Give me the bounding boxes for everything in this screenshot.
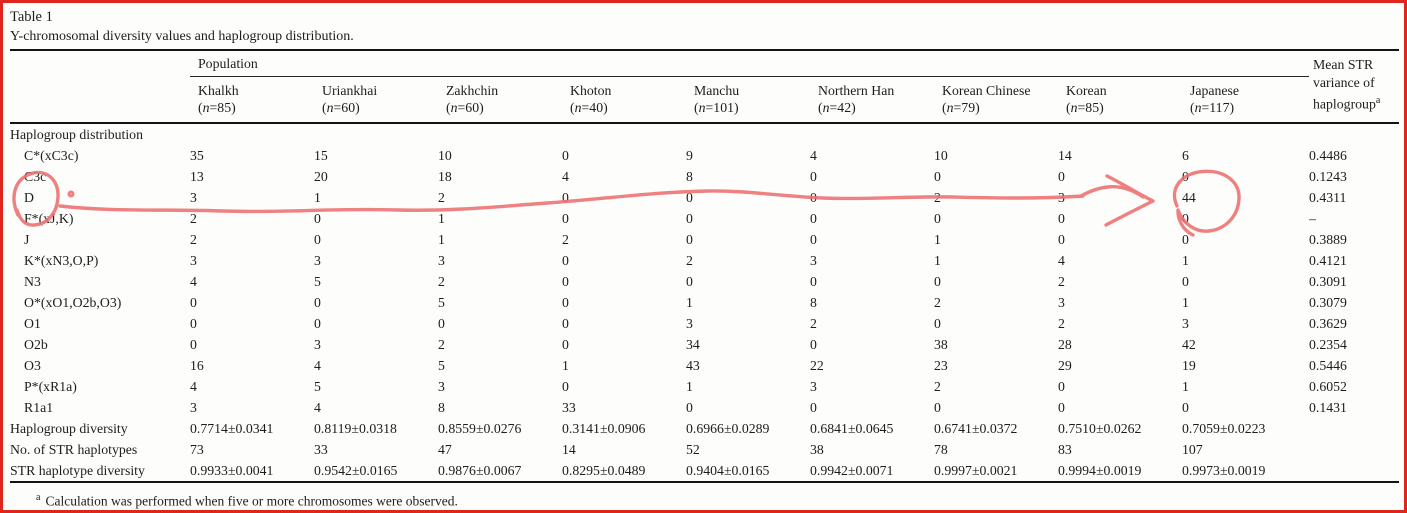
cell-haplogroup-diversity-khalkh: 0.7714±0.0341 (190, 421, 274, 436)
cell-f-xj-k-khoton: 0 (562, 211, 569, 226)
cell-c3c-korean: 0 (1058, 169, 1065, 184)
population-header-korean-chinese (934, 77, 1058, 124)
cell-d-manchu: 0 (686, 190, 693, 205)
population-header-khoton (562, 77, 686, 124)
cell-o1-manchu: 3 (686, 316, 693, 331)
cell-o3-khalkh: 16 (190, 358, 204, 373)
cell-j-khalkh: 2 (190, 232, 197, 247)
table-row-o3 (10, 355, 1399, 376)
population-name: Khalkh (198, 83, 239, 98)
row-label: O3 (24, 358, 41, 373)
cell-f-xj-k-korean-chinese: 0 (934, 211, 941, 226)
row-label: O*(xO1,O2b,O3) (24, 295, 122, 310)
cell-str-haplotype-diversity-korean: 0.9994±0.0019 (1058, 463, 1142, 478)
cell-n3-khalkh: 4 (190, 274, 197, 289)
cell-r1a1-uriankhai: 4 (314, 400, 321, 415)
cell-d-northern-han: 0 (810, 190, 817, 205)
table-row-c-xc3c (10, 145, 1399, 166)
population-name: Zakhchin (446, 83, 499, 98)
cell-c-xc3c-korean-chinese: 10 (934, 148, 948, 163)
table-row-c3c (10, 166, 1399, 187)
cell-d-uriankhai: 1 (314, 190, 321, 205)
population-group-header: Population (190, 50, 1309, 77)
cell-c3c-khoton: 4 (562, 169, 569, 184)
cell-p-xr1a-uriankhai: 5 (314, 379, 321, 394)
cell-d-zakhchin: 2 (438, 190, 445, 205)
cell-no-of-str-haplotypes-zakhchin: 47 (438, 442, 452, 457)
population-sample-size: (n=85) (1066, 100, 1104, 115)
cell-o-xo1-o2b-o3-korean: 3 (1058, 295, 1065, 310)
cell-o2b-khalkh: 0 (190, 337, 197, 352)
cell-j-zakhchin: 1 (438, 232, 445, 247)
cell-k-xn3-o-p-manchu: 2 (686, 253, 693, 268)
cell-haplogroup-diversity-japanese: 0.7059±0.0223 (1182, 421, 1266, 436)
cell-c-xc3c-uriankhai: 15 (314, 148, 328, 163)
cell-no-of-str-haplotypes-mean-str-variance (1309, 439, 1399, 460)
row-label: P*(xR1a) (24, 379, 77, 394)
cell-c3c-khalkh: 13 (190, 169, 204, 184)
cell-k-xn3-o-p-korean-chinese: 1 (934, 253, 941, 268)
cell-o-xo1-o2b-o3-manchu: 1 (686, 295, 693, 310)
cell-o1-mean-str-variance: 0.3629 (1309, 316, 1347, 331)
row-label: F*(xJ,K) (24, 211, 74, 226)
cell-o2b-manchu: 34 (686, 337, 700, 352)
population-sample-size: (n=79) (942, 100, 980, 115)
cell-p-xr1a-zakhchin: 3 (438, 379, 445, 394)
cell-o3-korean: 29 (1058, 358, 1072, 373)
cell-j-mean-str-variance: 0.3889 (1309, 232, 1347, 247)
cell-haplogroup-diversity-korean: 0.7510±0.0262 (1058, 421, 1142, 436)
cell-c3c-korean-chinese: 0 (934, 169, 941, 184)
population-header-zakhchin (438, 77, 562, 124)
cell-c-xc3c-manchu: 9 (686, 148, 693, 163)
cell-o3-japanese: 19 (1182, 358, 1196, 373)
cell-o-xo1-o2b-o3-japanese: 1 (1182, 295, 1189, 310)
cell-o2b-korean: 28 (1058, 337, 1072, 352)
cell-o-xo1-o2b-o3-korean-chinese: 2 (934, 295, 941, 310)
cell-p-xr1a-northern-han: 3 (810, 379, 817, 394)
cell-haplogroup-diversity-zakhchin: 0.8559±0.0276 (438, 421, 522, 436)
cell-j-khoton: 2 (562, 232, 569, 247)
table-row-j (10, 229, 1399, 250)
cell-o1-korean-chinese: 0 (934, 316, 941, 331)
cell-p-xr1a-khalkh: 4 (190, 379, 197, 394)
cell-r1a1-korean: 0 (1058, 400, 1065, 415)
population-header-uriankhai (314, 77, 438, 124)
cell-p-xr1a-manchu: 1 (686, 379, 693, 394)
cell-j-northern-han: 0 (810, 232, 817, 247)
cell-haplogroup-diversity-manchu: 0.6966±0.0289 (686, 421, 770, 436)
cell-str-haplotype-diversity-uriankhai: 0.9542±0.0165 (314, 463, 398, 478)
population-sample-size: (n=85) (198, 100, 236, 115)
cell-n3-khoton: 0 (562, 274, 569, 289)
cell-j-korean: 0 (1058, 232, 1065, 247)
cell-d-khoton: 0 (562, 190, 569, 205)
cell-str-haplotype-diversity-manchu: 0.9404±0.0165 (686, 463, 770, 478)
row-label: J (24, 232, 30, 247)
cell-p-xr1a-japanese: 1 (1182, 379, 1189, 394)
cell-no-of-str-haplotypes-japanese: 107 (1182, 442, 1203, 457)
cell-k-xn3-o-p-uriankhai: 3 (314, 253, 321, 268)
cell-r1a1-japanese: 0 (1182, 400, 1189, 415)
cell-k-xn3-o-p-mean-str-variance: 0.4121 (1309, 253, 1347, 268)
cell-no-of-str-haplotypes-manchu: 52 (686, 442, 700, 457)
population-name: Northern Han (818, 83, 895, 98)
cell-haplogroup-diversity-northern-han: 0.6841±0.0645 (810, 421, 894, 436)
cell-c-xc3c-korean: 14 (1058, 148, 1072, 163)
cell-d-korean-chinese: 2 (934, 190, 941, 205)
population-header-korean (1058, 77, 1182, 124)
table-row-d (10, 187, 1399, 208)
cell-n3-japanese: 0 (1182, 274, 1189, 289)
cell-c-xc3c-khoton: 0 (562, 148, 569, 163)
table-caption: Y-chromosomal diversity values and haplogroup distribution. (10, 29, 354, 44)
cell-haplogroup-diversity-uriankhai: 0.8119±0.0318 (314, 421, 397, 436)
cell-c3c-manchu: 8 (686, 169, 693, 184)
population-name: Manchu (694, 83, 740, 98)
cell-c-xc3c-mean-str-variance: 0.4486 (1309, 148, 1347, 163)
cell-o3-zakhchin: 5 (438, 358, 445, 373)
cell-o1-uriankhai: 0 (314, 316, 321, 331)
row-label: K*(xN3,O,P) (24, 253, 99, 268)
cell-r1a1-manchu: 0 (686, 400, 693, 415)
cell-f-xj-k-zakhchin: 1 (438, 211, 445, 226)
cell-f-xj-k-japanese: 0 (1182, 211, 1189, 226)
cell-j-korean-chinese: 1 (934, 232, 941, 247)
population-name: Japanese (1190, 83, 1240, 98)
row-label: STR haplotype diversity (10, 463, 145, 478)
population-name: Khoton (570, 83, 612, 98)
row-label: O2b (24, 337, 48, 352)
cell-n3-mean-str-variance: 0.3091 (1309, 274, 1347, 289)
cell-r1a1-northern-han: 0 (810, 400, 817, 415)
cell-n3-manchu: 0 (686, 274, 693, 289)
table-row-p-xr1a (10, 376, 1399, 397)
cell-o1-northern-han: 2 (810, 316, 817, 331)
cell-k-xn3-o-p-japanese: 1 (1182, 253, 1189, 268)
table-row-n3 (10, 271, 1399, 292)
row-label: R1a1 (24, 400, 54, 415)
cell-d-korean: 3 (1058, 190, 1065, 205)
cell-o3-mean-str-variance: 0.5446 (1309, 358, 1347, 373)
row-label: C3c (24, 169, 47, 184)
population-name: Uriankhai (322, 83, 378, 98)
mean-str-variance-header (1309, 50, 1399, 123)
cell-p-xr1a-khoton: 0 (562, 379, 569, 394)
cell-o3-northern-han: 22 (810, 358, 824, 373)
table-footnote (10, 492, 1397, 510)
cell-f-xj-k-korean: 0 (1058, 211, 1065, 226)
cell-o2b-northern-han: 0 (810, 337, 817, 352)
cell-no-of-str-haplotypes-northern-han: 38 (810, 442, 824, 457)
cell-k-xn3-o-p-khalkh: 3 (190, 253, 197, 268)
table-row-haplogroup-diversity (10, 418, 1399, 439)
cell-o1-khoton: 0 (562, 316, 569, 331)
population-sample-size: (n=101) (694, 100, 739, 115)
cell-o2b-mean-str-variance: 0.2354 (1309, 337, 1347, 352)
footnote-marker-superscript: a (1375, 95, 1381, 106)
section-header-row (10, 123, 1399, 145)
cell-c3c-japanese: 0 (1182, 169, 1189, 184)
footnote-text: Calculation was performed when five or more chromosomes were observed. (45, 493, 458, 509)
table-row-no-of-str-haplotypes (10, 439, 1399, 460)
cell-o-xo1-o2b-o3-mean-str-variance: 0.3079 (1309, 295, 1347, 310)
cell-o2b-japanese: 42 (1182, 337, 1196, 352)
cell-str-haplotype-diversity-northern-han: 0.9942±0.0071 (810, 463, 894, 478)
population-sample-size: (n=117) (1190, 100, 1235, 115)
cell-j-japanese: 0 (1182, 232, 1189, 247)
cell-o-xo1-o2b-o3-northern-han: 8 (810, 295, 817, 310)
cell-no-of-str-haplotypes-uriankhai: 33 (314, 442, 328, 457)
cell-f-xj-k-northern-han: 0 (810, 211, 817, 226)
cell-no-of-str-haplotypes-korean: 83 (1058, 442, 1072, 457)
cell-o1-japanese: 3 (1182, 316, 1189, 331)
cell-r1a1-korean-chinese: 0 (934, 400, 941, 415)
cell-str-haplotype-diversity-khoton: 0.8295±0.0489 (562, 463, 646, 478)
table-row-o2b (10, 334, 1399, 355)
mean-head-line1: Mean STR (1313, 57, 1374, 72)
population-header-khalkh (190, 77, 314, 124)
cell-c3c-uriankhai: 20 (314, 169, 328, 184)
cell-k-xn3-o-p-korean: 4 (1058, 253, 1065, 268)
cell-f-xj-k-manchu: 0 (686, 211, 693, 226)
cell-f-xj-k-uriankhai: 0 (314, 211, 321, 226)
cell-c3c-northern-han: 0 (810, 169, 817, 184)
cell-f-xj-k-khalkh: 2 (190, 211, 197, 226)
row-label: O1 (24, 316, 41, 331)
population-sample-size: (n=60) (322, 100, 360, 115)
population-name: Korean Chinese (942, 83, 1031, 98)
cell-k-xn3-o-p-zakhchin: 3 (438, 253, 445, 268)
haplogroup-table (10, 49, 1399, 483)
population-header-northern-han (810, 77, 934, 124)
section-label: Haplogroup distribution (10, 127, 143, 142)
cell-c-xc3c-japanese: 6 (1182, 148, 1189, 163)
cell-haplogroup-diversity-khoton: 0.3141±0.0906 (562, 421, 646, 436)
cell-c3c-zakhchin: 18 (438, 169, 452, 184)
population-header-manchu (686, 77, 810, 124)
cell-str-haplotype-diversity-korean-chinese: 0.9997±0.0021 (934, 463, 1018, 478)
cell-c-xc3c-zakhchin: 10 (438, 148, 452, 163)
cell-o-xo1-o2b-o3-khalkh: 0 (190, 295, 197, 310)
cell-k-xn3-o-p-northern-han: 3 (810, 253, 817, 268)
cell-c-xc3c-northern-han: 4 (810, 148, 817, 163)
cell-f-xj-k-mean-str-variance: – (1309, 211, 1316, 226)
cell-str-haplotype-diversity-japanese: 0.9973±0.0019 (1182, 463, 1266, 478)
table-row-k-xn3-o-p (10, 250, 1399, 271)
cell-o3-korean-chinese: 23 (934, 358, 948, 373)
cell-r1a1-khalkh: 3 (190, 400, 197, 415)
table-row-r1a1 (10, 397, 1399, 418)
population-sample-size: (n=60) (446, 100, 484, 115)
cell-p-xr1a-korean-chinese: 2 (934, 379, 941, 394)
cell-p-xr1a-mean-str-variance: 0.6052 (1309, 379, 1347, 394)
cell-r1a1-khoton: 33 (562, 400, 576, 415)
row-label: Haplogroup diversity (10, 421, 128, 436)
cell-o2b-korean-chinese: 38 (934, 337, 948, 352)
table-row-str-haplotype-diversity (10, 460, 1399, 482)
cell-o2b-zakhchin: 2 (438, 337, 445, 352)
population-name: Korean (1066, 83, 1107, 98)
cell-r1a1-zakhchin: 8 (438, 400, 445, 415)
table-row-o-xo1-o2b-o3 (10, 292, 1399, 313)
mean-head-line2: variance of (1313, 75, 1375, 90)
cell-c3c-mean-str-variance: 0.1243 (1309, 169, 1347, 184)
cell-d-japanese: 44 (1182, 190, 1196, 205)
cell-o3-khoton: 1 (562, 358, 569, 373)
row-label: D (24, 190, 34, 205)
cell-j-manchu: 0 (686, 232, 693, 247)
cell-o3-manchu: 43 (686, 358, 700, 373)
cell-o-xo1-o2b-o3-zakhchin: 5 (438, 295, 445, 310)
cell-str-haplotype-diversity-zakhchin: 0.9876±0.0067 (438, 463, 522, 478)
cell-r1a1-mean-str-variance: 0.1431 (1309, 400, 1347, 415)
header-corner-cell (10, 50, 190, 123)
cell-haplogroup-diversity-korean-chinese: 0.6741±0.0372 (934, 421, 1018, 436)
cell-o2b-uriankhai: 3 (314, 337, 321, 352)
row-label: N3 (24, 274, 41, 289)
cell-no-of-str-haplotypes-khalkh: 73 (190, 442, 204, 457)
cell-o-xo1-o2b-o3-uriankhai: 0 (314, 295, 321, 310)
mean-head-line3: haplogroup (1313, 96, 1376, 112)
cell-j-uriankhai: 0 (314, 232, 321, 247)
cell-d-mean-str-variance: 0.4311 (1309, 190, 1347, 205)
cell-o1-korean: 2 (1058, 316, 1065, 331)
row-label: No. of STR haplotypes (10, 442, 138, 457)
footnote-marker: a (36, 492, 41, 503)
cell-o1-zakhchin: 0 (438, 316, 445, 331)
population-header-japanese (1182, 77, 1309, 124)
cell-n3-zakhchin: 2 (438, 274, 445, 289)
cell-k-xn3-o-p-khoton: 0 (562, 253, 569, 268)
cell-c-xc3c-khalkh: 35 (190, 148, 204, 163)
cell-o-xo1-o2b-o3-khoton: 0 (562, 295, 569, 310)
cell-o3-uriankhai: 4 (314, 358, 321, 373)
population-sample-size: (n=40) (570, 100, 608, 115)
cell-p-xr1a-korean: 0 (1058, 379, 1065, 394)
cell-o1-khalkh: 0 (190, 316, 197, 331)
cell-d-khalkh: 3 (190, 190, 197, 205)
cell-n3-korean-chinese: 0 (934, 274, 941, 289)
cell-n3-korean: 2 (1058, 274, 1065, 289)
population-sample-size: (n=42) (818, 100, 856, 115)
row-label: C*(xC3c) (24, 148, 79, 163)
table-row-o1 (10, 313, 1399, 334)
table-row-f-xj-k (10, 208, 1399, 229)
cell-n3-northern-han: 0 (810, 274, 817, 289)
table-title: Table 1 (10, 9, 53, 25)
cell-no-of-str-haplotypes-korean-chinese: 78 (934, 442, 948, 457)
cell-n3-uriankhai: 5 (314, 274, 321, 289)
cell-str-haplotype-diversity-khalkh: 0.9933±0.0041 (190, 463, 274, 478)
cell-no-of-str-haplotypes-khoton: 14 (562, 442, 576, 457)
cell-o2b-khoton: 0 (562, 337, 569, 352)
cell-str-haplotype-diversity-mean-str-variance (1309, 460, 1399, 482)
cell-haplogroup-diversity-mean-str-variance (1309, 418, 1399, 439)
